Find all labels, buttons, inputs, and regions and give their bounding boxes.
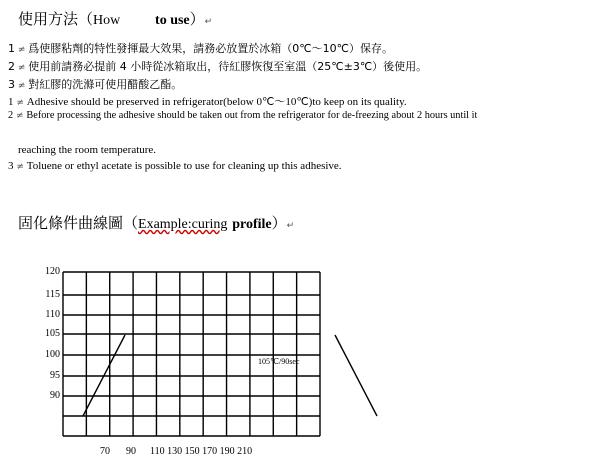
instruction-number: 3 bbox=[8, 78, 15, 91]
list-mark: ≠ bbox=[13, 162, 27, 172]
instruction-number: 1 bbox=[8, 42, 15, 55]
x-tick-label: 70 bbox=[100, 446, 110, 457]
instruction-text: 爲使膠粘劑的特性發揮最大效果，請務必放置於冰箱（0℃～10℃）保存。 bbox=[28, 42, 393, 55]
x-tick-label: 110 130 150 170 190 210 bbox=[150, 446, 253, 457]
section1-title-zh: 使用方法（ bbox=[18, 10, 94, 28]
list-mark: ≠ bbox=[13, 111, 27, 121]
list-mark: ≠ bbox=[15, 63, 29, 73]
instruction-text: Toluene or ethyl acetate is possible to use for cleaning up this adhesive. bbox=[26, 160, 342, 172]
y-tick-label: 95 bbox=[50, 370, 60, 381]
paragraph-mark: ↵ bbox=[204, 17, 213, 27]
chart-annotation: 105℃/90sec bbox=[258, 357, 300, 366]
section2-title-zh: 固化條件曲線圖（ bbox=[18, 214, 139, 232]
list-mark: ≠ bbox=[13, 98, 27, 108]
instruction-number: 3 bbox=[8, 160, 14, 172]
y-tick-label: 115 bbox=[45, 289, 60, 300]
list-mark: ≠ bbox=[15, 45, 29, 55]
section1-title-close: ） bbox=[189, 10, 205, 28]
section2-title-en1: Example:curing bbox=[138, 217, 228, 232]
y-tick-label: 120 bbox=[45, 266, 60, 277]
section2-title-close: ） bbox=[271, 214, 287, 232]
instruction-text: 使用前請務必提前 4 小時從冰箱取出，待紅膠恢復至室溫（25℃±3℃）後使用。 bbox=[28, 60, 428, 73]
series-line-ramp-down bbox=[335, 335, 377, 416]
instruction-text: 對紅膠的洗滌可使用醋酸乙酯。 bbox=[28, 78, 183, 91]
list-mark: ≠ bbox=[15, 81, 29, 91]
instruction-text: Adhesive should be preserved in refrigerator(below 0℃～10℃)to keep on its quality. bbox=[26, 96, 407, 108]
instruction-text: Before processing the adhesive should be taken out from the refrigerator for de-freezing about 2 hours until it bbox=[26, 110, 478, 121]
section1-title-en1: How bbox=[93, 13, 121, 28]
y-tick-label: 105 bbox=[45, 328, 60, 339]
instruction-number: 2 bbox=[8, 110, 14, 121]
y-tick-label: 100 bbox=[45, 349, 60, 360]
section1-title-en2: to use bbox=[155, 13, 190, 28]
y-tick-label: 90 bbox=[50, 390, 60, 401]
paragraph-mark: ↵ bbox=[286, 221, 295, 231]
section2-title-en2: profile bbox=[232, 217, 272, 232]
x-tick-label: 90 bbox=[126, 446, 136, 457]
instruction-number: 1 bbox=[8, 96, 14, 108]
instruction-number: 2 bbox=[8, 60, 15, 73]
y-tick-label: 110 bbox=[45, 309, 60, 320]
instruction-text: reaching the room temperature. bbox=[18, 144, 157, 156]
